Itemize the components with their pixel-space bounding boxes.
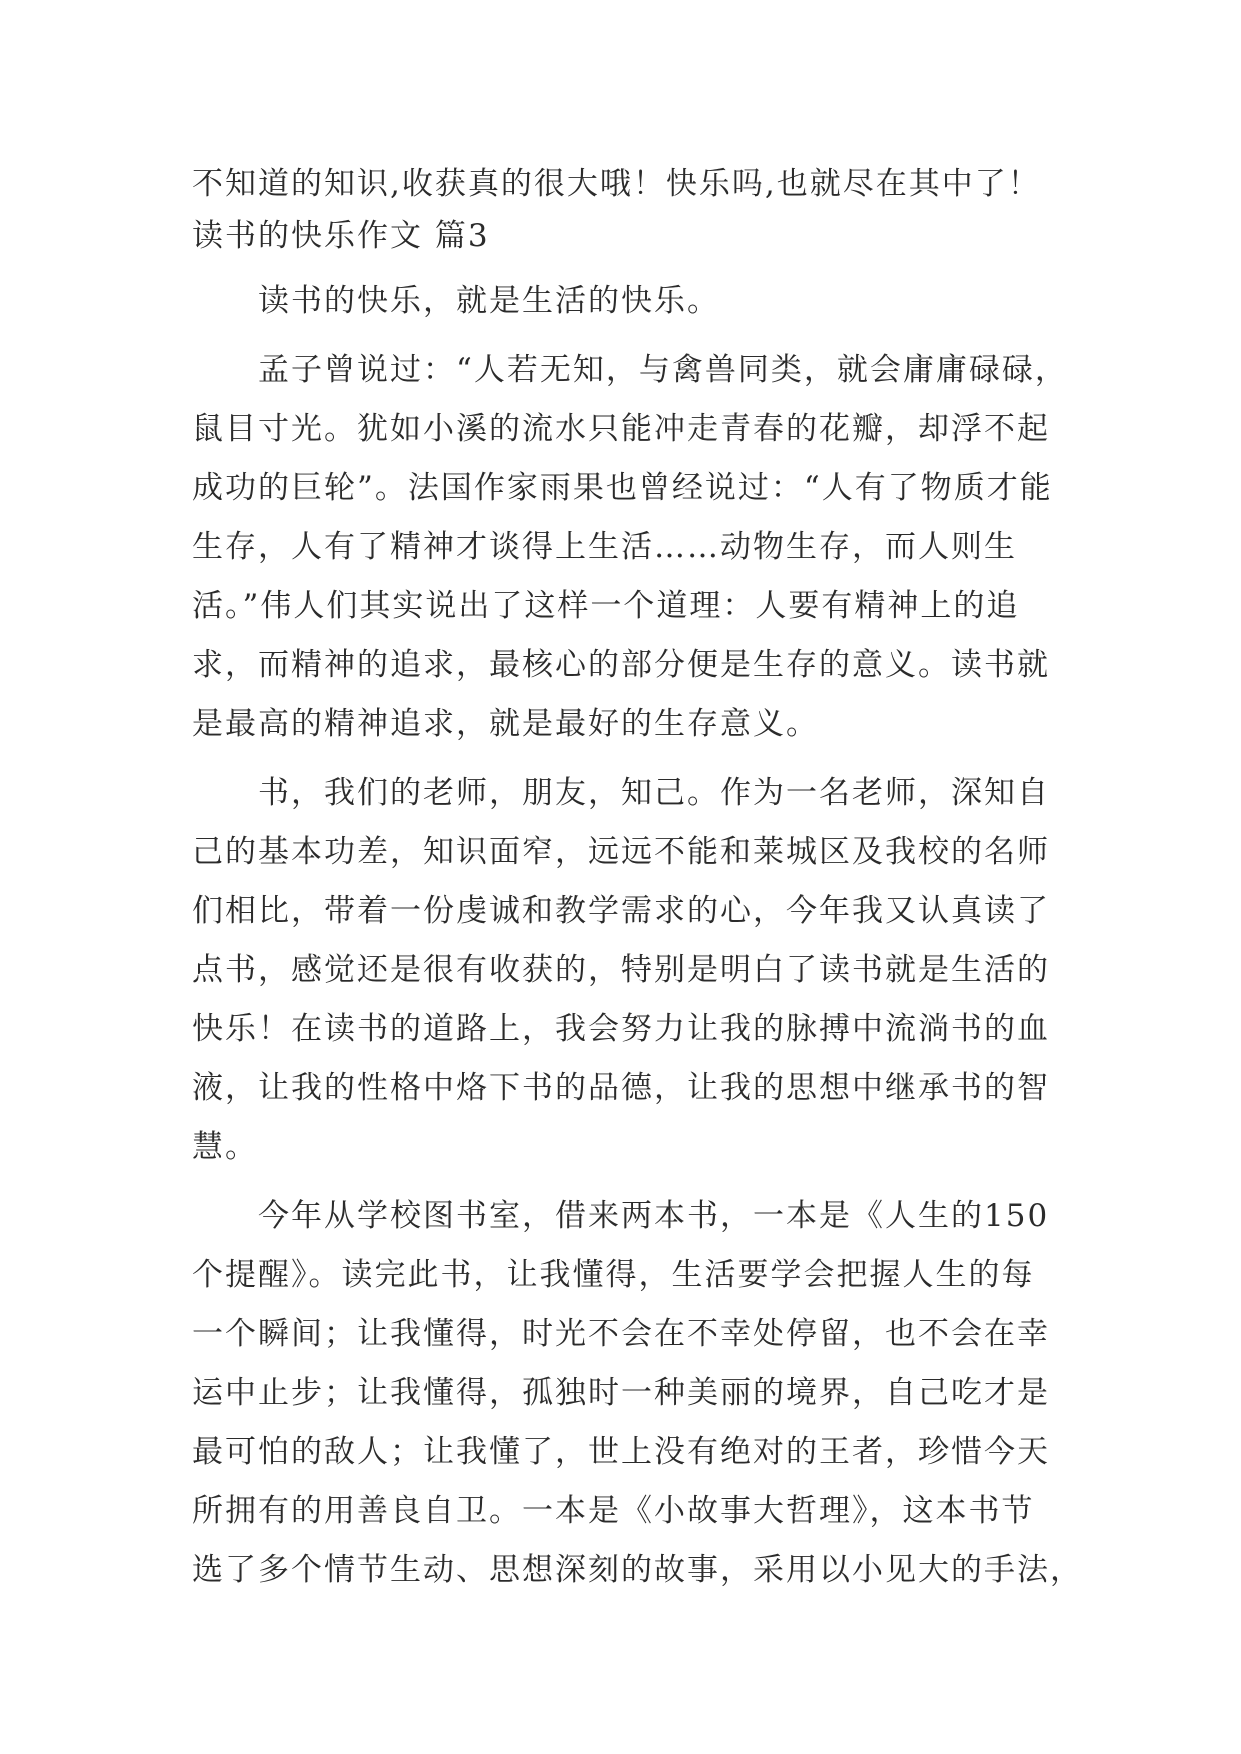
paragraph-line: 液，让我的性格中烙下书的品德，让我的思想中继承书的智 <box>192 1070 1050 1106</box>
paragraph-line: 慧。 <box>192 1129 258 1165</box>
paragraph-line: 们相比，带着一份虔诚和教学需求的心，今年我又认真读了 <box>192 893 1050 929</box>
paragraph-line: 一个瞬间；让我懂得，时光不会在不幸处停留，也不会在幸 <box>192 1316 1050 1352</box>
paragraph-line: 己的基本功差，知识面窄，远远不能和莱城区及我校的名师 <box>192 834 1050 870</box>
paragraph-line: 生存，人有了精神才谈得上生活……动物生存，而人则生 <box>192 529 1017 565</box>
paragraph-line: 快乐！在读书的道路上，我会努力让我的脉搏中流淌书的血 <box>192 1011 1050 1047</box>
paragraph-line: 运中止步；让我懂得，孤独时一种美丽的境界，自己吃才是 <box>192 1375 1050 1411</box>
paragraph-line: 成功的巨轮”。法国作家雨果也曾经说过：“人有了物质才能 <box>192 470 1053 506</box>
body-line: 不知道的知识,收获真的很大哦！快乐吗,也就尽在其中了！ <box>192 166 1041 202</box>
paragraph-line: 所拥有的用善良自卫。一本是《小故事大哲理》，这本书节 <box>192 1493 1035 1529</box>
paragraph-line: 读书的快乐，就是生活的快乐。 <box>258 283 720 319</box>
paragraph-line: 求，而精神的追求，最核心的部分便是生存的意义。读书就 <box>192 647 1050 683</box>
paragraph-line: 选了多个情节生动、思想深刻的故事，采用以小见大的手法， <box>192 1552 1083 1588</box>
paragraph-line: 点书，感觉还是很有收获的，特别是明白了读书就是生活的 <box>192 952 1050 988</box>
paragraph-line: 最可怕的敌人；让我懂了，世上没有绝对的王者，珍惜今天 <box>192 1434 1050 1470</box>
paragraph-line: 孟子曾说过：“人若无知，与禽兽同类，就会庸庸碌碌， <box>258 352 1068 388</box>
paragraph-line: 活。”伟人们其实说出了这样一个道理：人要有精神上的追 <box>192 588 1020 624</box>
paragraph-line: 是最高的精神追求，就是最好的生存意义。 <box>192 706 819 742</box>
paragraph-line: 个提醒》。读完此书，让我懂得，生活要学会把握人生的每 <box>192 1257 1035 1293</box>
paragraph-line: 书，我们的老师，朋友，知己。作为一名老师，深知自 <box>258 775 1050 811</box>
paragraph-line: 今年从学校图书室，借来两本书，一本是《人生的150 <box>258 1198 1050 1234</box>
document-body <box>192 158 1083 1600</box>
section-heading: 读书的快乐作文 篇3 <box>192 218 490 254</box>
paragraph-line: 鼠目寸光。犹如小溪的流水只能冲走青春的花瓣，却浮不起 <box>192 411 1050 447</box>
